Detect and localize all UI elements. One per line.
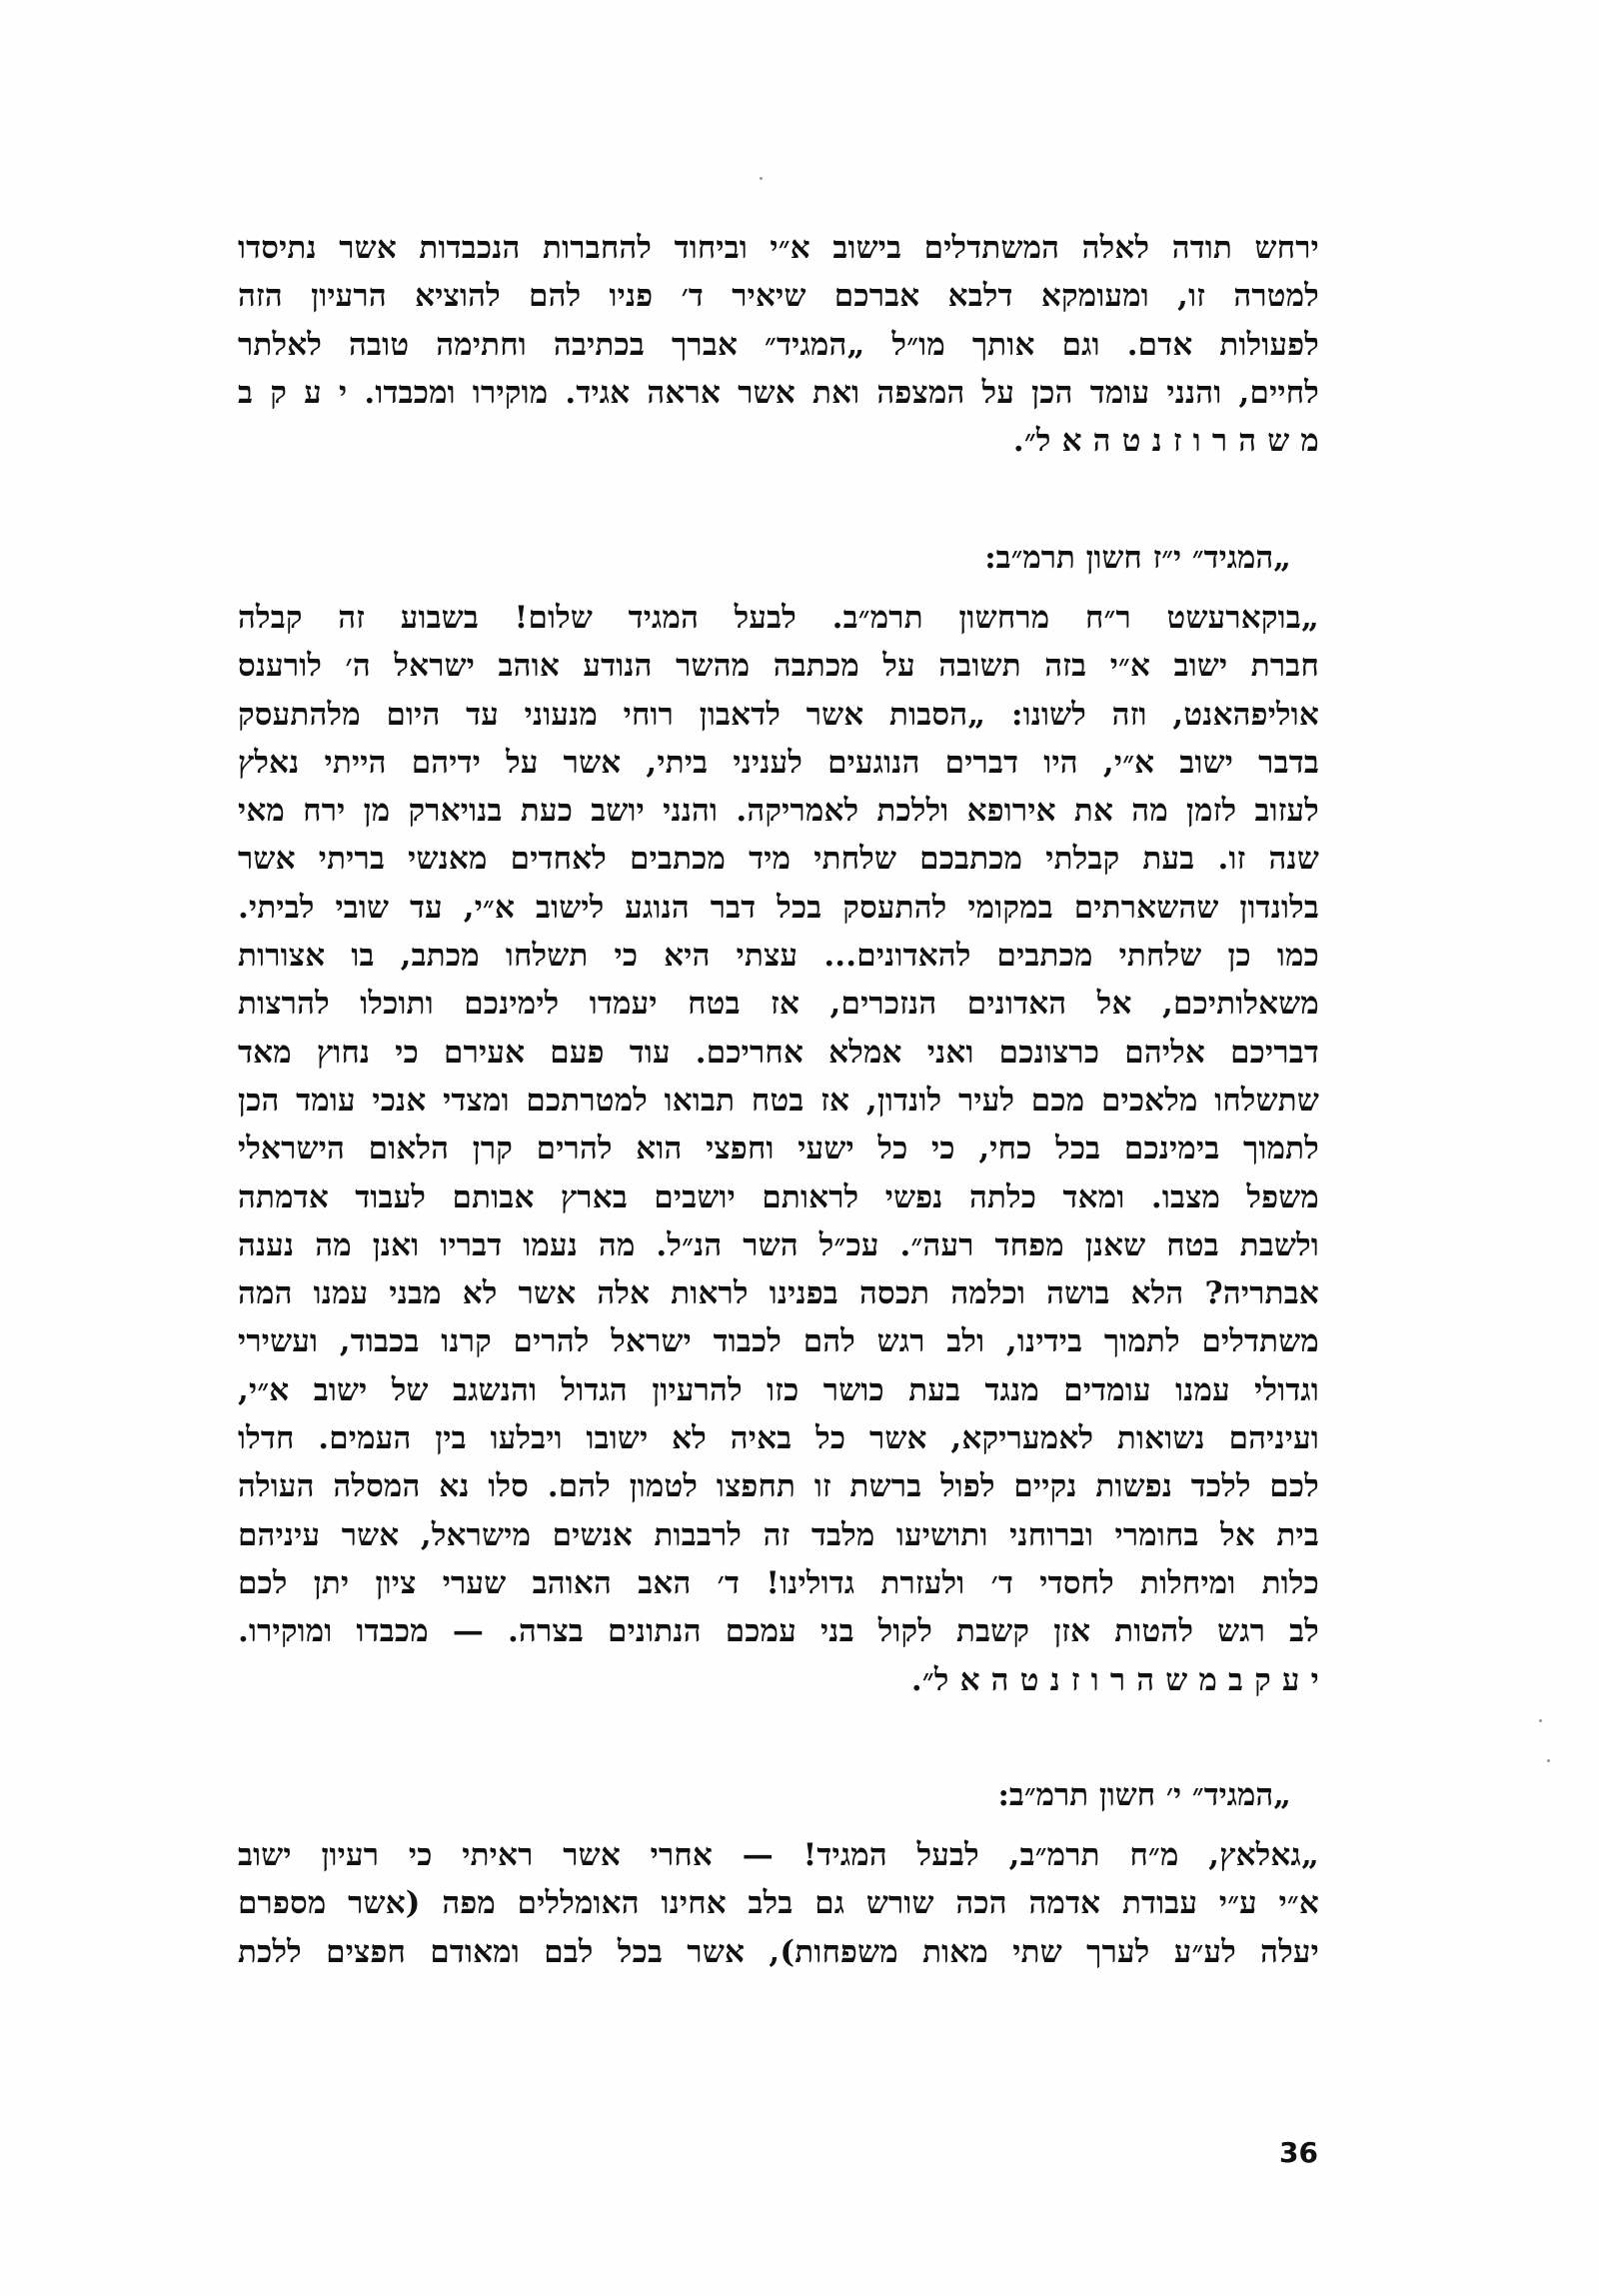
text-line: לב רגש להטות אזן קשבת לקול בני עמכם הנתונים בצרה. — מכבדו ומוקירו. — [238, 1613, 1319, 1650]
text-line: ירחש תודה לאלה המשתדלים בישוב א״י וביחוד להחברות הנכבדות אשר נתיסדו — [238, 230, 1319, 266]
text-line: אוליפהאנט, וזה לשונו: „הסבות אשר לדאבון רוחי מנעוני עד היום מלהתעסק — [238, 696, 1319, 733]
scan-speck — [1547, 1759, 1550, 1762]
text-line: כלות ומיחלות לחסדי ד׳ ולעזרת גדולינו! ד׳ האב האוהב שערי ציון יתן לכם — [238, 1564, 1319, 1601]
paragraph-2 — [238, 594, 1319, 1704]
text-line: מ ש ה ר ו ז נ ט ה א ל״. — [1012, 423, 1319, 460]
paragraph-1 — [238, 224, 1319, 465]
section-heading-2: „המגיד״ י׳ חשון תרמ״ב: — [997, 1777, 1291, 1813]
page-number: 36 — [1279, 2136, 1318, 2169]
text-line: ועיניהם נשואות לאמעריקא, אשר כל באיה לא ישובו ויבלעו בין העמים. חדלו — [238, 1420, 1319, 1457]
text-line: חברת ישוב א״י בזה תשובה על מכתבה מהשר הנודע אוהב ישראל ה׳ לורענס — [238, 648, 1319, 685]
scan-speck — [1539, 1719, 1542, 1722]
text-line: שתשלחו מלאכים מכם לעיר לונדון, אז בטח תבואו למטרתכם ומצדי אנכי עומד הכן — [238, 1082, 1319, 1119]
text-line: וגדולי עמנו עומדים מנגד בעת כושר כזו להרעיון הגדול והנשגב של ישוב א״י, — [238, 1371, 1319, 1408]
text-line: בית אל בחומרי וברוחני ותושיעו מלבד זה לרבבות אנשים מישראל, אשר עיניהם — [238, 1516, 1319, 1553]
text-line: י ע ק ב מ ש ה ר ו ז נ ט ה א ל״. — [910, 1661, 1319, 1698]
text-line: כמו כן שלחתי מכתבים להאדונים... עצתי היא כי תשלחו מכתב, בו אצורות — [238, 938, 1319, 975]
text-line: לכם ללכד נפשות נקיים לפול ברשת זו תחפצו לטמון להם. סלו נא המסלה העולה — [238, 1468, 1319, 1505]
text-line: משפל מצבו. ומאד כלתה נפשי לראותם יושבים בארץ אבותם לעבוד אדמתה — [238, 1178, 1319, 1215]
text-line: א״י ע״י עבודת אדמה הכה שורש גם בלב אחינו האומללים מפה (אשר מספרם — [238, 1885, 1319, 1922]
text-line: אבתריה? הלא בושה וכלמה תכסה בפנינו לראות אלה אשר לא מבני עמנו המה — [238, 1275, 1319, 1312]
text-line: יעלה לע״ע לערך שתי מאות משפחות), אשר בכל לבם ומאודם חפצים ללכת — [238, 1933, 1319, 1970]
text-line: „גאלאץ, מ״ח תרמ״ב, לבעל המגיד! — אחרי אשר ראיתי כי רעיון ישוב — [238, 1837, 1319, 1873]
text-line: למטרה זו, ומעומקא דלבא אברכם שיאיר ד׳ פניו להם להוציא הרעיון הזה — [238, 278, 1319, 315]
text-line: בדבר ישוב א״י, היו דברים הנוגעים לעניני ביתי, אשר על ידיהם הייתי נאלץ — [238, 744, 1319, 781]
text-line: ולשבת בטח שאנן מפחד רעה״. עכ״ל השר הנ״ל. מה נעמו דבריו ואנן מה נענה — [238, 1226, 1319, 1263]
text-line: לעזוב לזמן מה את אירופא וללכת לאמריקה. והנני יושב כעת בנויארק מן ירח מאי — [238, 793, 1319, 830]
scan-speck — [760, 177, 763, 180]
text-line: משאלותיכם, אל האדונים הנזכרים, אז בטח יעמדו לימינכם ותוכלו להרצות — [238, 986, 1319, 1023]
text-line: לתמוך בימינכם בכל כחי, כי כל ישעי וחפצי הוא להרים קרן הלאום הישראלי — [238, 1131, 1319, 1167]
paragraph-3 — [238, 1831, 1319, 1976]
text-line: לפעולות אדם. וגם אותך מו״ל „המגיד״ אברך בכתיבה וחתימה טובה לאלתר — [238, 326, 1319, 363]
text-line: „בוקארעשט ר״ח מרחשון תרמ״ב. לבעל המגיד שלום! בשבוע זה קבלה — [238, 600, 1319, 636]
text-line: לחיים, והנני עומד הכן על המצפה ואת אשר אראה אגיד. מוקירו ומכבדו. י ע ק ב — [238, 374, 1319, 411]
text-line: דבריכם אליהם כרצונכם ואני אמלא אחריכם. עוד פעם אעירם כי נחוץ מאד — [238, 1034, 1319, 1071]
text-line: בלונדון שהשארתים במקומי להתעסק בכל דבר הנוגע לישוב א״י, עד שובי לביתי. — [238, 889, 1319, 926]
text-line: שנה זו. בעת קבלתי מכתבכם שלחתי מיד מכתבים לאחדים מאנשי בריתי אשר — [238, 841, 1319, 878]
section-heading-1: „המגיד״ י״ז חשון תרמ״ב: — [984, 540, 1291, 576]
text-line: משתדלים לתמוך בידינו, ולב רגש להם לכבוד ישראל להרים קרנו בכבוד, ועשירי — [238, 1323, 1319, 1360]
